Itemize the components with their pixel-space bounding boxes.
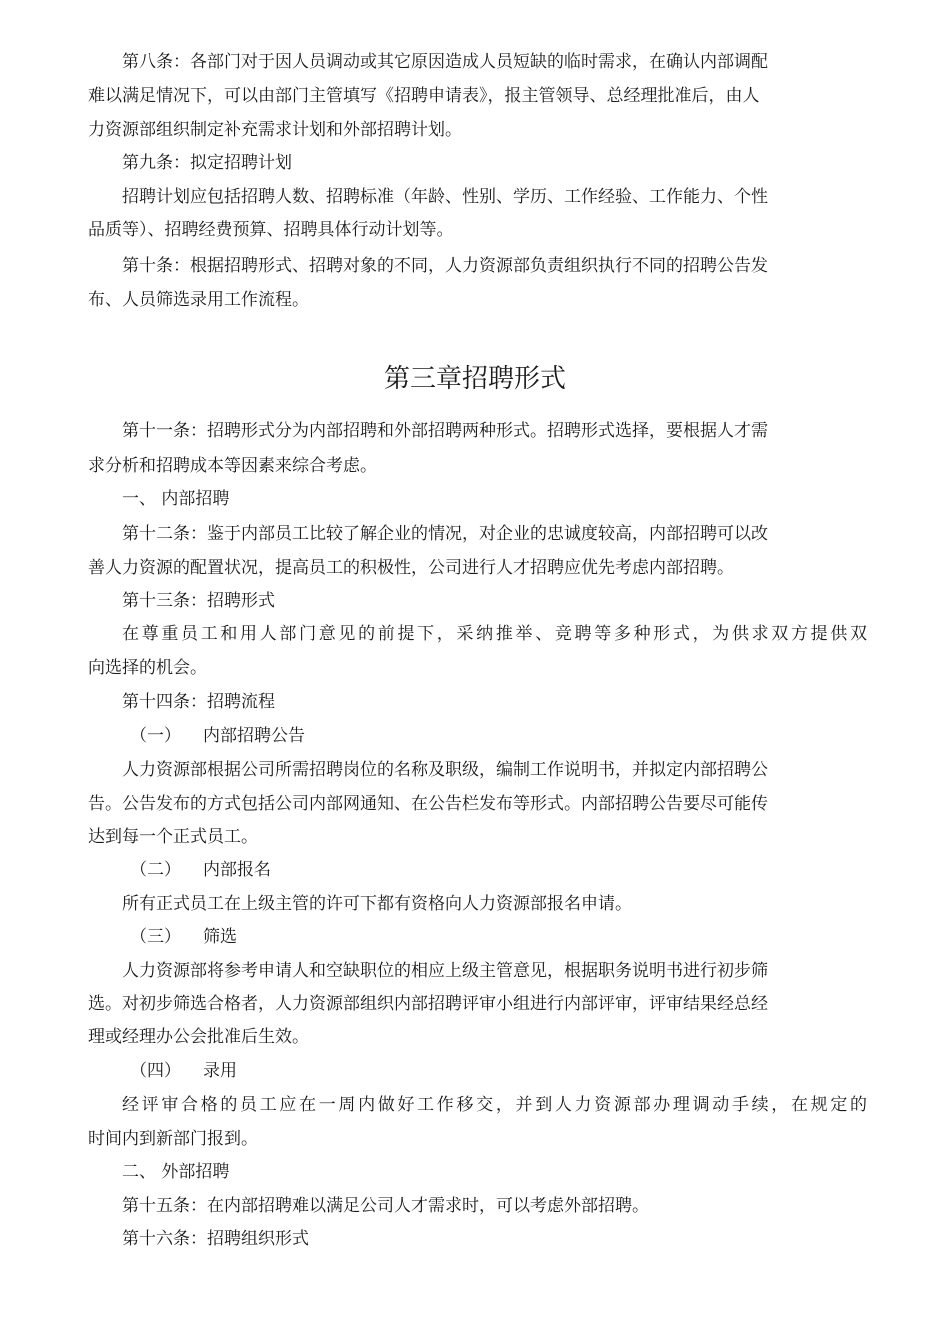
article-13-line-2: 向选择的机会。 (88, 658, 207, 678)
sub-item-2-number: （二） (130, 860, 181, 880)
article-10-line-2: 布、人员筛选录用工作流程。 (88, 290, 309, 310)
sub-item-2 (130, 860, 271, 880)
sub-item-1 (130, 726, 305, 746)
article-9-line-1: 招聘计划应包括招聘人数、招聘标准（年龄、性别、学历、工作经验、工作能力、个性 (122, 187, 768, 207)
announcement-line-2: 告。公告发布的方式包括公司内部网通知、在公告栏发布等形式。内部招聘公告要尽可能传 (88, 794, 768, 814)
article-13-line-1: 在尊重员工和用人部门意见的前提下，采纳推举、竞聘等多种形式，为供求双方提供双 (122, 624, 867, 644)
hiring-line-1: 经评审合格的员工应在一周内做好工作移交，并到人力资源部办理调动手续，在规定的 (122, 1095, 867, 1115)
article-10-line-1: 第十条：根据招聘形式、招聘对象的不同，人力资源部负责组织执行不同的招聘公告发 (122, 256, 768, 276)
article-13-heading: 第十三条：招聘形式 (122, 591, 275, 611)
article-11-line-2: 求分析和招聘成本等因素来综合考虑。 (88, 456, 377, 476)
article-8-line-2: 难以满足情况下，可以由部门主管填写《招聘申请表》，报主管领导、总经理批准后，由人 (88, 86, 760, 106)
sub-item-3 (130, 927, 237, 947)
registration-line: 所有正式员工在上级主管的许可下都有资格向人力资源部报名申请。 (122, 894, 632, 914)
hiring-line-2: 时间内到新部门报到。 (88, 1129, 258, 1149)
announcement-line-1: 人力资源部根据公司所需招聘岗位的名称及职级，编制工作说明书，并拟定内部招聘公 (122, 760, 768, 780)
announcement-line-3: 达到每一个正式员工。 (88, 827, 258, 847)
article-8-line-1: 第八条：各部门对于因人员调动或其它原因造成人员短缺的临时需求，在确认内部调配 (122, 52, 768, 72)
screening-line-2: 选。对初步筛选合格者，人力资源部组织内部招聘评审小组进行内部评审，评审结果经总经 (88, 994, 768, 1014)
sub-item-3-number: （三） (130, 927, 181, 947)
article-9-heading: 第九条：拟定招聘计划 (122, 153, 292, 173)
sub-item-1-number: （一） (130, 726, 181, 746)
sub-item-3-label: 筛选 (203, 927, 237, 947)
screening-line-1: 人力资源部将参考申请人和空缺职位的相应上级主管意见，根据职务说明书进行初步筛 (122, 961, 768, 981)
sub-item-1-label: 内部招聘公告 (203, 726, 305, 746)
article-14-heading: 第十四条：招聘流程 (122, 692, 275, 712)
section-external-heading: 二、 外部招聘 (122, 1162, 230, 1182)
article-12-line-1: 第十二条：鉴于内部员工比较了解企业的情况，对企业的忠诚度较高，内部招聘可以改 (122, 524, 768, 544)
sub-item-2-label: 内部报名 (203, 860, 271, 880)
section-internal-heading: 一、 内部招聘 (122, 489, 230, 509)
article-12-line-2: 善人力资源的配置状况，提高员工的积极性，公司进行人才招聘应优先考虑内部招聘。 (88, 558, 734, 578)
article-9-line-2: 品质等）、招聘经费预算、招聘具体行动计划等。 (88, 220, 454, 240)
sub-item-4-label: 录用 (203, 1061, 237, 1081)
sub-item-4 (130, 1061, 237, 1081)
chapter-title: 第三章招聘形式 (383, 364, 566, 394)
sub-item-4-number: （四） (130, 1061, 181, 1081)
article-16-heading: 第十六条：招聘组织形式 (122, 1229, 309, 1249)
screening-line-3: 理或经理办公会批准后生效。 (88, 1027, 309, 1047)
article-8-line-3: 力资源部组织制定补充需求计划和外部招聘计划。 (88, 120, 462, 140)
article-11-line-1: 第十一条：招聘形式分为内部招聘和外部招聘两种形式。招聘形式选择，要根据人才需 (122, 421, 768, 441)
article-15-line: 第十五条：在内部招聘难以满足公司人才需求时，可以考虑外部招聘。 (122, 1196, 649, 1216)
